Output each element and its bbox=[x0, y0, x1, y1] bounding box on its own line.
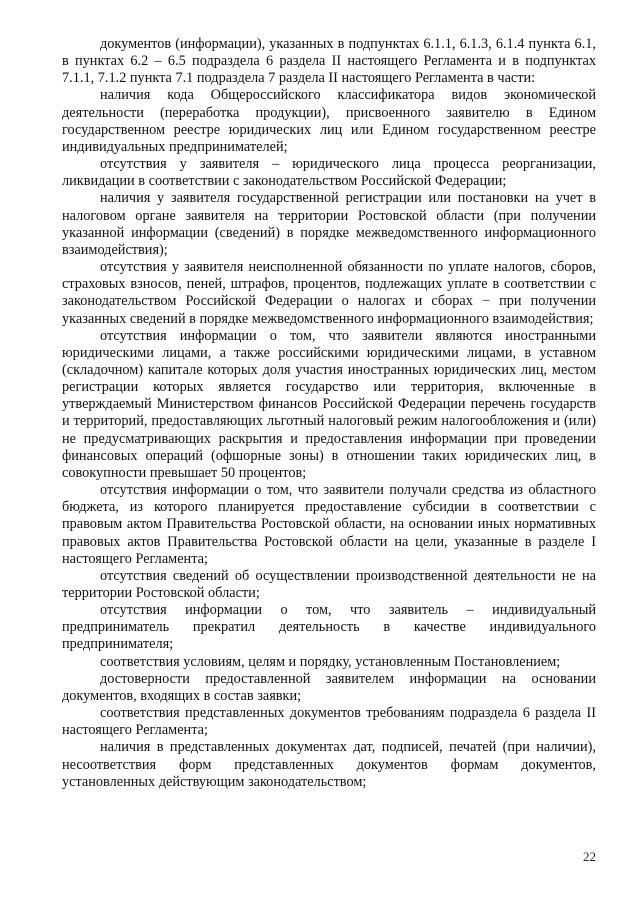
page-number: 22 bbox=[583, 849, 596, 864]
paragraph-3: отсутствия у заявителя – юридического лица процесса реорганизации, ликвидации в соответствии с законодательством Российской Федерации; bbox=[62, 156, 596, 190]
document-body bbox=[62, 36, 596, 791]
paragraph-5: отсутствия у заявителя неисполненной обязанности по уплате налогов, сборов, страховых взносов, пеней, штрафов, процентов, подлежащих уплате в соответствии с законодательством Российской Федерации о налогах и сборах − при получении указанных сведений в порядке межведомственного информационного взаимодействия; bbox=[62, 259, 596, 327]
paragraph-12: соответствия представленных документов требованиям подраздела 6 раздела II настоящего Регламента; bbox=[62, 705, 596, 739]
paragraph-13: наличия в представленных документах дат, подписей, печатей (при наличии), несоответствия форм представленных документов формам документов, установленных действующим законодательством; bbox=[62, 739, 596, 790]
paragraph-1: документов (информации), указанных в подпунктах 6.1.1, 6.1.3, 6.1.4 пункта 6.1, в пунктах 6.2 – 6.5 подраздела 6 раздела II настоящего Регламента и в подпунктах 7.1.1, 7.1.2 пункта 7.1 подраздела 7 раздела II настоящего Регламента в части: bbox=[62, 36, 596, 87]
paragraph-6: отсутствия информации о том, что заявители являются иностранными юридическими лицами, а также российскими юридическими лицами, в уставном (складочном) капитале которых доля участия иностранных юридических лиц, местом регистрации которых является государство или территория, включенные в утверждаемый Министерством финансов Российской Федерации перечень государств и территорий, предоставляющих льготный налоговый режим налогообложения и (или) не предусматривающих раскрытия и предоставления информации при проведении финансовых операций (офшорные зоны) в отношении таких юридических лиц, в совокупности превышает 50 процентов; bbox=[62, 327, 596, 481]
paragraph-11: достоверности предоставленной заявителем информации на основании документов, входящих в состав заявки; bbox=[62, 670, 596, 704]
paragraph-7: отсутствия информации о том, что заявители получали средства из областного бюджета, из которого планируется предоставление субсидии в соответствии с правовым актом Правительства Ростовской области, на основании иных нормативных правовых актов Правительства Ростовской области на цели, указанные в разделе I настоящего Регламента; bbox=[62, 482, 596, 567]
paragraph-4: наличия у заявителя государственной регистрации или постановки на учет в налоговом органе заявителя на территории Ростовской области (при получении указанной информации (сведений) в порядке межведомственного информационного взаимодействия); bbox=[62, 190, 596, 258]
paragraph-8: отсутствия сведений об осуществлении производственной деятельности не на территории Ростовской области; bbox=[62, 567, 596, 601]
paragraph-2: наличия кода Общероссийского классификатора видов экономической деятельности (переработка продукции), присвоенного заявителю в Едином государственном реестре юридических лиц или Едином государственном реестре индивидуальных предпринимателей; bbox=[62, 87, 596, 155]
paragraph-9: отсутствия информации о том, что заявитель – индивидуальный предприниматель прекратил деятельность в качестве индивидуального предпринимателя; bbox=[62, 602, 596, 653]
paragraph-10: соответствия условиям, целям и порядку, установленным Постановлением; bbox=[100, 653, 561, 670]
